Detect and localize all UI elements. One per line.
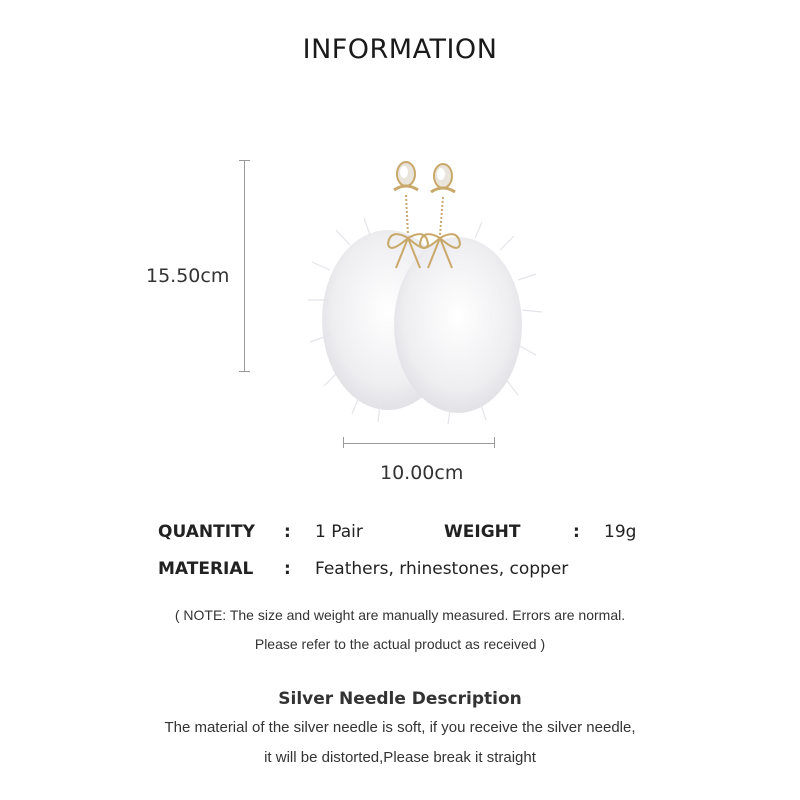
weight-value: 19g: [604, 522, 637, 542]
height-label: 15.50cm: [146, 265, 230, 287]
quantity-value: 1 Pair: [315, 522, 363, 542]
height-guide-line: [244, 160, 245, 372]
width-guide-tick-right: [494, 437, 495, 448]
width-guide-tick-left: [343, 437, 344, 448]
material-label: MATERIAL: [158, 559, 254, 579]
measurement-note-line1: ( NOTE: The size and weight are manually measured. Errors are normal.: [174, 607, 626, 623]
feather-earrings-image: [300, 150, 550, 425]
width-label: 10.00cm: [380, 462, 464, 484]
rhinestone-stud-right: [431, 164, 455, 192]
quantity-label: QUANTITY: [158, 522, 255, 542]
height-guide-tick-top: [239, 160, 250, 161]
measurement-note-line2: Please refer to the actual product as received ): [254, 636, 546, 652]
height-guide-tick-bottom: [239, 371, 250, 372]
silver-needle-heading: Silver Needle Description: [278, 689, 522, 709]
page-title: INFORMATION: [302, 34, 498, 65]
material-value: Feathers, rhinestones, copper: [315, 559, 569, 579]
quantity-colon: :: [284, 522, 291, 542]
silver-needle-text-line2: it will be distorted,Please break it straight: [264, 749, 536, 766]
weight-colon: :: [573, 522, 580, 542]
weight-label: WEIGHT: [444, 522, 521, 542]
silver-needle-text-line1: The material of the silver needle is soft, if you receive the silver needle,: [164, 719, 636, 736]
material-colon: :: [284, 559, 291, 579]
rhinestone-stud-left: [394, 162, 418, 190]
width-guide-line: [343, 443, 495, 444]
